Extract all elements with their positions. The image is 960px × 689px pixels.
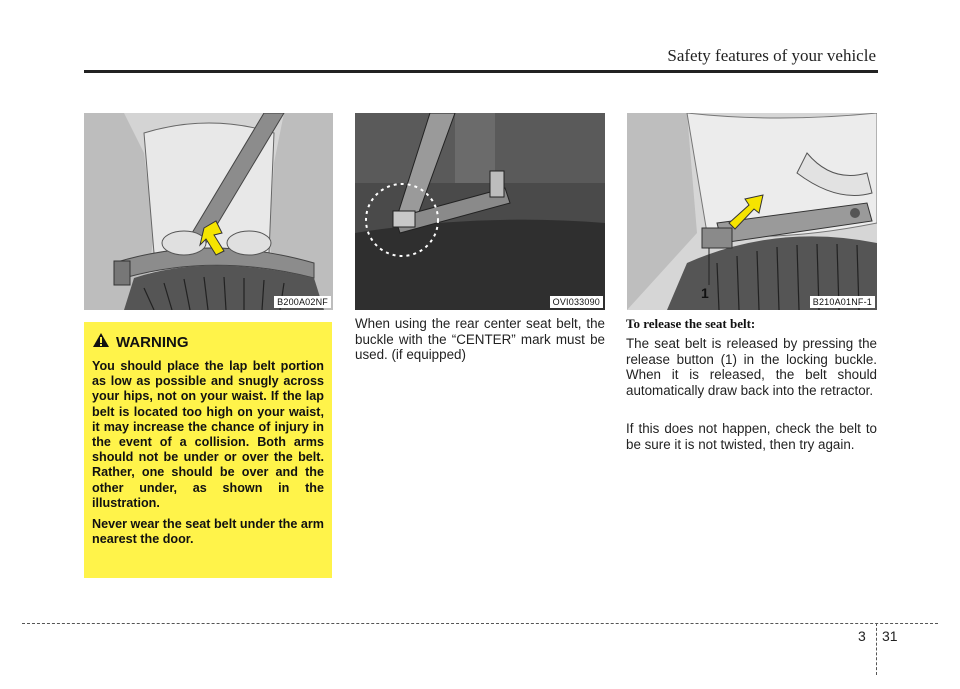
- center-belt-text: When using the rear center seat belt, the buckle with the “CENTER” mark must be used. (if equipped): [355, 316, 605, 363]
- page-number: 31: [882, 628, 898, 644]
- warning-paragraph: Never wear the seat belt under the arm nearest the door.: [92, 517, 324, 547]
- chapter-number: 3: [858, 628, 866, 644]
- figure-code: B210A01NF-1: [810, 296, 875, 308]
- footer-divider: [876, 623, 877, 675]
- callout-number: 1: [701, 285, 709, 301]
- figure-code: OVI033090: [550, 296, 603, 308]
- warning-paragraph: You should place the lap belt portion as low as possible and snugly across your hips, not on your waist. If the lap belt is located too high on your waist, it may increase the chance of injury in the event of a collision. Both arms should not be under or over the belt. Rather, one should be over and the other under, as shown in the illustration.: [92, 359, 324, 510]
- header-title: Safety features of your vehicle: [667, 46, 876, 65]
- release-belt-illustration: [627, 113, 877, 310]
- warning-icon: [92, 332, 110, 353]
- warning-box: [84, 322, 332, 578]
- figure-center-buckle: [355, 113, 605, 310]
- lap-belt-illustration: [84, 113, 333, 310]
- release-subheading: To release the seat belt:: [626, 316, 756, 331]
- figure-lap-belt: [84, 113, 333, 310]
- figure-code: B200A02NF: [274, 296, 331, 308]
- header-rule: [84, 70, 878, 73]
- figure-release-belt: [627, 113, 877, 310]
- center-buckle-illustration: [355, 113, 605, 310]
- release-paragraph: If this does not happen, check the belt to be sure it is not twisted, then try again.: [626, 421, 877, 452]
- warning-title: WARNING: [116, 334, 189, 351]
- warning-header: [92, 332, 324, 353]
- footer-rule: [22, 623, 938, 624]
- release-paragraph: The seat belt is released by pressing the release button (1) in the locking buckle. When it is released, the belt should automatically draw back into the retractor.: [626, 336, 877, 398]
